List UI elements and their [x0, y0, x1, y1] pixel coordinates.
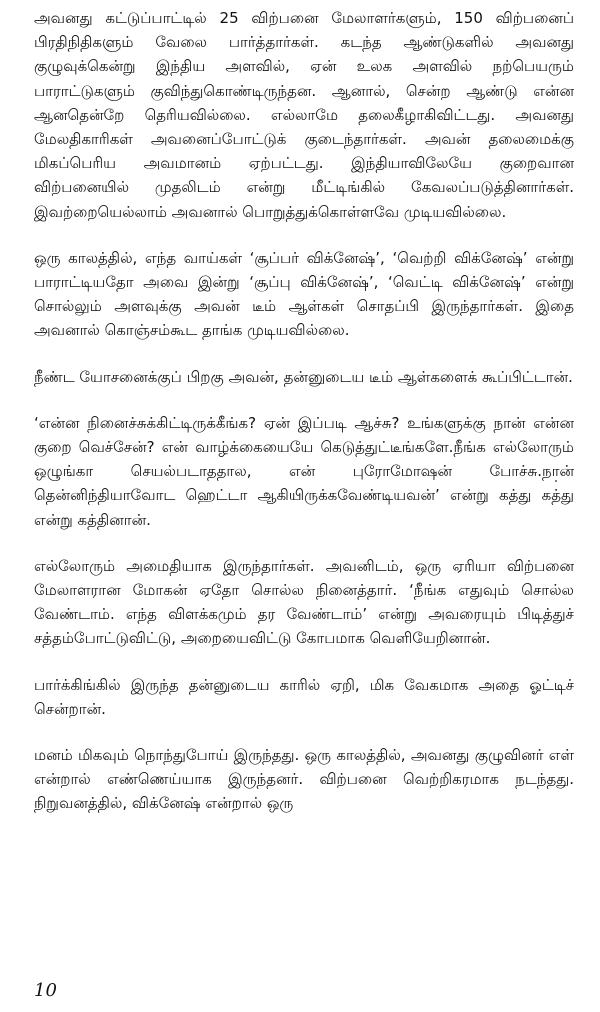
page-body: [34, 6, 574, 838]
paragraph-4: ‘என்ன நினைச்சுக்கிட்டிருக்கீங்க? ஏன் இப்படி ஆச்சு? உங்களுக்கு நான் என்ன குறை வெச்சேன்? என் வாழ்க்கையையே கெடுத்துட்டீங்களே.நீங்க எல்லோரும் ஒழுங்கா செயல்படாததால, என் புரோமோஷன் போச்சு.நான் தென்னிந்தியாவோட ஹெட்டா ஆகியிருக்கவேண்டியவன்’ என்று கத்து கத்து என்று கத்தினான்.: [34, 413, 574, 529]
paragraph-6: பார்க்கிங்கில் இருந்த தன்னுடைய காரில் ஏறி, மிக வேகமாக அதை ஓட்டிச் சென்றான்.: [34, 675, 574, 718]
page-number: 10: [34, 980, 57, 1001]
print-speck: [555, 480, 557, 482]
paragraph-3: நீண்ட யோசனைக்குப் பிறகு அவன், தன்னுடைய டீம் ஆள்களைக் கூப்பிட்டான்.: [34, 367, 573, 386]
paragraph-1: அவனது கட்டுப்பாட்டில் 25 விற்பனை மேலாளர்களும், 150 விற்பனைப் பிரதிநிதிகளும் வேலை பார்த்தார்கள். கடந்த ஆண்டுகளில் அவனது குழுவுக்கென்று இந்திய அளவில், ஏன் உலக அளவில் நற்பெயரும் பாராட்டுகளும் குவிந்துகொண்டிருந்தன. ஆனால், சென்ற ஆண்டு என்ன ஆனதென்றே தெரியவில்லை. எல்லாமே தலைகீழாகிவிட்டது. அவனது மேலதிகாரிகள் அவனைப்போட்டுக் குடைந்தார்கள். அவன் தலைமைக்கு மிகப்பெரிய அவமானம் ஏற்பட்டது. இந்தியாவிலேயே குறைவான விற்பனையில் முதலிடம் என்று மீட்டிங்கில் கேவலப்படுத்தினார்கள். இவற்றையெல்லாம் அவனால் பொறுத்துக்கொள்ளவே முடியவில்லை.: [34, 9, 574, 221]
paragraph-2: ஒரு காலத்தில், எந்த வாய்கள் ‘சூப்பர் விக்னேஷ்’, ‘வெற்றி விக்னேஷ்’ என்று பாராட்டியதோ அவை இன்று ‘சூப்பு விக்னேஷ்’, ‘வெட்டி விக்னேஷ்’ என்று சொல்லும் அளவுக்கு அவன் டீம் ஆள்கள் சொதப்பி இருந்தார்கள். இதை அவனால் கொஞ்சம்கூட தாங்க முடியவில்லை.: [34, 248, 574, 340]
paragraph-7: மனம் மிகவும் நொந்துபோய் இருந்தது. ஒரு காலத்தில், அவனது குழுவினர் எள் என்றால் எண்ணெய்யாக இருந்தனர். விற்பனை வெற்றிகரமாக நடந்தது. நிறுவனத்தில், விக்னேஷ் என்றால் ஒரு: [34, 746, 574, 813]
paragraph-5: எல்லோரும் அமைதியாக இருந்தார்கள். அவனிடம், ஒரு ஏரியா விற்பனை மேலாளரான மோகன் ஏதோ சொல்ல நினைத்தார். ‘நீங்க எதுவும் சொல்ல வேண்டாம். எந்த விளக்கமும் தர வேண்டாம்’ என்று அவரையும் பிடித்துச் சத்தம்போட்டுவிட்டு, அறையைவிட்டு கோபமாக வெளியேறினான்.: [34, 556, 574, 648]
